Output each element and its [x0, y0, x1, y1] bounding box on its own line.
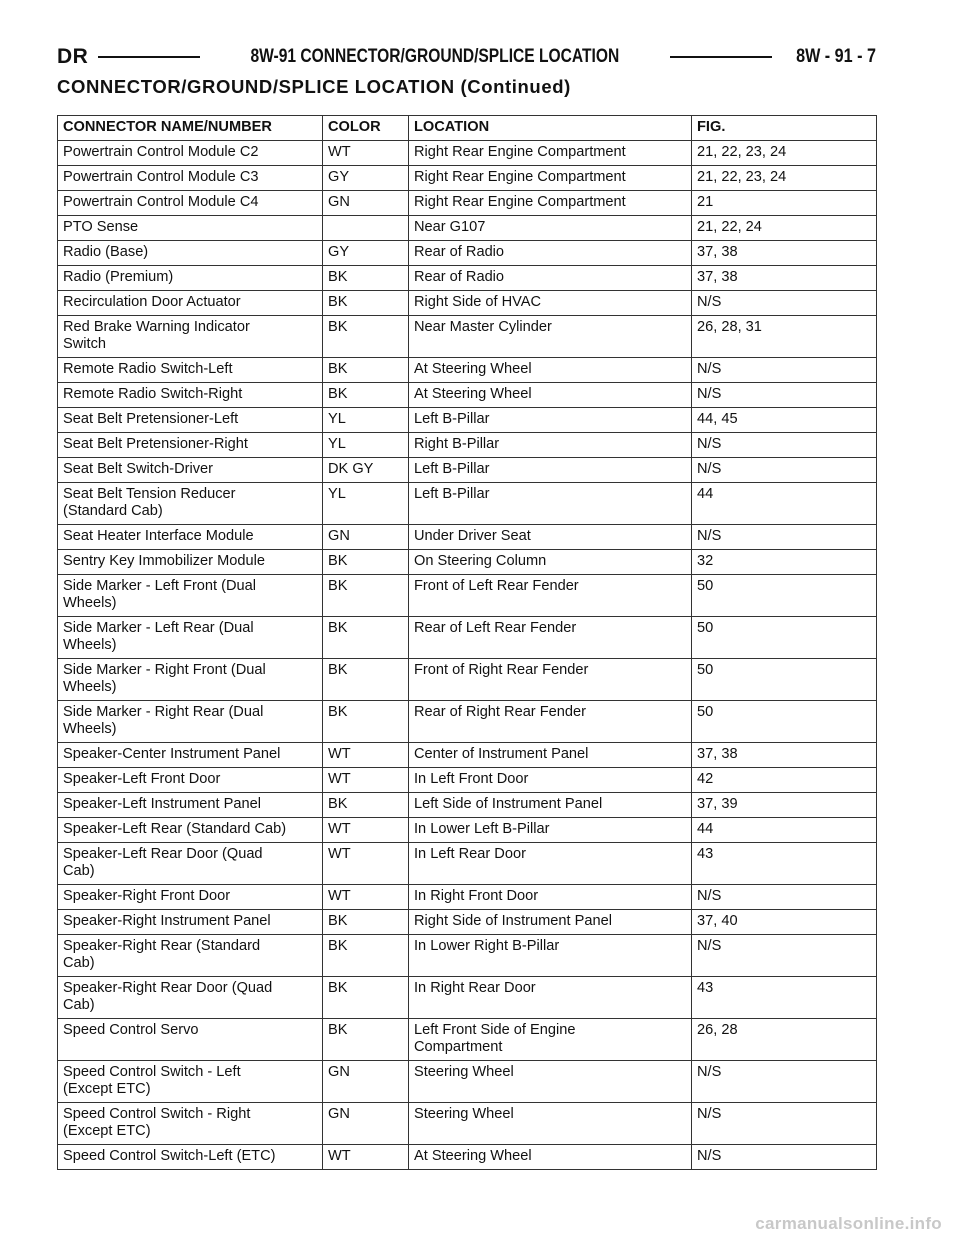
cell-location: Right B-Pillar — [409, 433, 692, 458]
cell-fig: N/S — [692, 885, 877, 910]
header-rule-left — [98, 56, 200, 58]
table-row — [58, 843, 877, 885]
cell-fig: 42 — [692, 768, 877, 793]
header-page-number: 8W - 91 - 7 — [796, 46, 876, 67]
cell-location: Rear of Left Rear Fender — [409, 617, 692, 659]
cell-color: WT — [323, 1145, 409, 1170]
cell-color: GY — [323, 241, 409, 266]
cell-location: Near G107 — [409, 216, 692, 241]
table-row — [58, 291, 877, 316]
cell-color: YL — [323, 483, 409, 525]
table-row — [58, 659, 877, 701]
cell-location: Steering Wheel — [409, 1061, 692, 1103]
cell-color: DK GY — [323, 458, 409, 483]
column-header-color: COLOR — [323, 116, 409, 141]
cell-connector-name: Speaker-Right Front Door — [58, 885, 323, 910]
column-header-fig: FIG. — [692, 116, 877, 141]
cell-color: WT — [323, 818, 409, 843]
table-row — [58, 550, 877, 575]
table-row — [58, 266, 877, 291]
cell-fig: 37, 40 — [692, 910, 877, 935]
cell-color: BK — [323, 291, 409, 316]
table-row — [58, 141, 877, 166]
cell-color: GN — [323, 191, 409, 216]
cell-connector-name: Speaker-Left Rear (Standard Cab) — [58, 818, 323, 843]
cell-color: BK — [323, 617, 409, 659]
cell-fig: 32 — [692, 550, 877, 575]
table-row — [58, 935, 877, 977]
cell-location: In Left Front Door — [409, 768, 692, 793]
table-row — [58, 818, 877, 843]
cell-fig: N/S — [692, 525, 877, 550]
cell-color: BK — [323, 316, 409, 358]
cell-connector-name: Seat Heater Interface Module — [58, 525, 323, 550]
cell-fig: 43 — [692, 977, 877, 1019]
cell-fig: 37, 39 — [692, 793, 877, 818]
cell-fig: N/S — [692, 1145, 877, 1170]
cell-connector-name: Speaker-Right Rear Door (Quad Cab) — [58, 977, 323, 1019]
table-row — [58, 885, 877, 910]
table-row — [58, 977, 877, 1019]
column-header-location: LOCATION — [409, 116, 692, 141]
cell-location: Right Rear Engine Compartment — [409, 191, 692, 216]
cell-location: Left Front Side of Engine Compartment — [409, 1019, 692, 1061]
header-title: 8W-91 CONNECTOR/GROUND/SPLICE LOCATION — [250, 46, 620, 67]
watermark-footer: carmanualsonline.info — [755, 1214, 942, 1233]
cell-color: YL — [323, 433, 409, 458]
cell-fig: N/S — [692, 291, 877, 316]
cell-color: BK — [323, 1019, 409, 1061]
cell-fig: 21, 22, 24 — [692, 216, 877, 241]
cell-connector-name: Speaker-Left Rear Door (Quad Cab) — [58, 843, 323, 885]
table-row — [58, 1019, 877, 1061]
cell-connector-name: Speed Control Servo — [58, 1019, 323, 1061]
cell-color: BK — [323, 659, 409, 701]
cell-connector-name: Seat Belt Pretensioner-Left — [58, 408, 323, 433]
cell-connector-name: Speed Control Switch-Left (ETC) — [58, 1145, 323, 1170]
cell-fig: 43 — [692, 843, 877, 885]
cell-color: BK — [323, 935, 409, 977]
cell-location: At Steering Wheel — [409, 1145, 692, 1170]
cell-fig: N/S — [692, 1103, 877, 1145]
table-row — [58, 1061, 877, 1103]
cell-connector-name: Side Marker - Right Rear (Dual Wheels) — [58, 701, 323, 743]
cell-color: WT — [323, 843, 409, 885]
cell-location: Left B-Pillar — [409, 458, 692, 483]
cell-color: WT — [323, 768, 409, 793]
cell-location: In Left Rear Door — [409, 843, 692, 885]
cell-color — [323, 216, 409, 241]
table-header-row — [58, 116, 877, 141]
cell-fig: 26, 28, 31 — [692, 316, 877, 358]
table-row — [58, 408, 877, 433]
cell-color: BK — [323, 266, 409, 291]
cell-fig: 44 — [692, 818, 877, 843]
cell-color: BK — [323, 910, 409, 935]
table-row — [58, 358, 877, 383]
cell-location: Near Master Cylinder — [409, 316, 692, 358]
cell-fig: 44 — [692, 483, 877, 525]
table-row — [58, 701, 877, 743]
cell-connector-name: Side Marker - Left Rear (Dual Wheels) — [58, 617, 323, 659]
cell-connector-name: Speaker-Left Front Door — [58, 768, 323, 793]
cell-connector-name: Seat Belt Pretensioner-Right — [58, 433, 323, 458]
cell-fig: N/S — [692, 458, 877, 483]
cell-location: Steering Wheel — [409, 1103, 692, 1145]
header-rule-right — [670, 56, 772, 58]
table-body — [58, 141, 877, 1170]
cell-location: On Steering Column — [409, 550, 692, 575]
page-subtitle: CONNECTOR/GROUND/SPLICE LOCATION (Continued) — [57, 76, 571, 97]
cell-location: Rear of Radio — [409, 241, 692, 266]
cell-color: BK — [323, 550, 409, 575]
cell-fig: N/S — [692, 383, 877, 408]
cell-location: Center of Instrument Panel — [409, 743, 692, 768]
cell-location: Right Rear Engine Compartment — [409, 166, 692, 191]
cell-fig: N/S — [692, 1061, 877, 1103]
cell-fig: 21, 22, 23, 24 — [692, 141, 877, 166]
cell-connector-name: Speaker-Center Instrument Panel — [58, 743, 323, 768]
cell-connector-name: Powertrain Control Module C3 — [58, 166, 323, 191]
cell-location: Left Side of Instrument Panel — [409, 793, 692, 818]
cell-color: GN — [323, 525, 409, 550]
cell-fig: N/S — [692, 433, 877, 458]
cell-color: BK — [323, 575, 409, 617]
cell-location: Under Driver Seat — [409, 525, 692, 550]
table-row — [58, 216, 877, 241]
cell-connector-name: Powertrain Control Module C2 — [58, 141, 323, 166]
cell-color: WT — [323, 885, 409, 910]
cell-location: At Steering Wheel — [409, 358, 692, 383]
cell-fig: 37, 38 — [692, 241, 877, 266]
cell-color: BK — [323, 383, 409, 408]
cell-location: Right Rear Engine Compartment — [409, 141, 692, 166]
cell-location: Rear of Radio — [409, 266, 692, 291]
cell-connector-name: Speaker-Right Instrument Panel — [58, 910, 323, 935]
cell-connector-name: Powertrain Control Module C4 — [58, 191, 323, 216]
cell-connector-name: Red Brake Warning Indicator Switch — [58, 316, 323, 358]
cell-fig: 21 — [692, 191, 877, 216]
cell-location: In Lower Right B-Pillar — [409, 935, 692, 977]
cell-connector-name: Side Marker - Right Front (Dual Wheels) — [58, 659, 323, 701]
cell-connector-name: Side Marker - Left Front (Dual Wheels) — [58, 575, 323, 617]
cell-color: GN — [323, 1103, 409, 1145]
column-header-connector: CONNECTOR NAME/NUMBER — [58, 116, 323, 141]
cell-connector-name: Speed Control Switch - Left (Except ETC) — [58, 1061, 323, 1103]
table-row — [58, 768, 877, 793]
cell-color: WT — [323, 141, 409, 166]
cell-location: Right Side of HVAC — [409, 291, 692, 316]
cell-fig: N/S — [692, 358, 877, 383]
page-header — [57, 42, 876, 72]
cell-connector-name: Speaker-Right Rear (Standard Cab) — [58, 935, 323, 977]
cell-color: BK — [323, 358, 409, 383]
cell-connector-name: Radio (Premium) — [58, 266, 323, 291]
cell-connector-name: Remote Radio Switch-Right — [58, 383, 323, 408]
connector-location-table — [57, 115, 877, 1170]
table-row — [58, 433, 877, 458]
cell-color: BK — [323, 701, 409, 743]
table-row — [58, 191, 877, 216]
table-row — [58, 483, 877, 525]
cell-connector-name: Radio (Base) — [58, 241, 323, 266]
cell-fig: 37, 38 — [692, 743, 877, 768]
cell-fig: 50 — [692, 659, 877, 701]
table-row — [58, 910, 877, 935]
cell-fig: 50 — [692, 575, 877, 617]
cell-location: Rear of Right Rear Fender — [409, 701, 692, 743]
header-section-code: DR — [57, 45, 89, 68]
cell-location: In Right Front Door — [409, 885, 692, 910]
table-row — [58, 793, 877, 818]
cell-location: Front of Left Rear Fender — [409, 575, 692, 617]
cell-location: Left B-Pillar — [409, 408, 692, 433]
table-row — [58, 241, 877, 266]
cell-connector-name: Seat Belt Switch-Driver — [58, 458, 323, 483]
cell-fig: 50 — [692, 617, 877, 659]
table-row — [58, 525, 877, 550]
cell-fig: 26, 28 — [692, 1019, 877, 1061]
cell-fig: 37, 38 — [692, 266, 877, 291]
table-row — [58, 743, 877, 768]
cell-location: Left B-Pillar — [409, 483, 692, 525]
cell-connector-name: Recirculation Door Actuator — [58, 291, 323, 316]
cell-connector-name: Remote Radio Switch-Left — [58, 358, 323, 383]
cell-color: BK — [323, 793, 409, 818]
cell-fig: 50 — [692, 701, 877, 743]
cell-connector-name: Speed Control Switch - Right (Except ETC) — [58, 1103, 323, 1145]
cell-location: Front of Right Rear Fender — [409, 659, 692, 701]
table-row — [58, 316, 877, 358]
cell-fig: N/S — [692, 935, 877, 977]
table-row — [58, 575, 877, 617]
table-row — [58, 383, 877, 408]
cell-connector-name: Seat Belt Tension Reducer (Standard Cab) — [58, 483, 323, 525]
cell-location: Right Side of Instrument Panel — [409, 910, 692, 935]
cell-connector-name: Speaker-Left Instrument Panel — [58, 793, 323, 818]
cell-color: GN — [323, 1061, 409, 1103]
cell-color: BK — [323, 977, 409, 1019]
cell-color: YL — [323, 408, 409, 433]
cell-location: In Right Rear Door — [409, 977, 692, 1019]
cell-color: WT — [323, 743, 409, 768]
table-row — [58, 1145, 877, 1170]
cell-fig: 21, 22, 23, 24 — [692, 166, 877, 191]
table-row — [58, 458, 877, 483]
cell-color: GY — [323, 166, 409, 191]
cell-connector-name: Sentry Key Immobilizer Module — [58, 550, 323, 575]
table-row — [58, 617, 877, 659]
cell-connector-name: PTO Sense — [58, 216, 323, 241]
cell-location: At Steering Wheel — [409, 383, 692, 408]
table-row — [58, 166, 877, 191]
connector-table-container — [57, 115, 876, 1170]
table-row — [58, 1103, 877, 1145]
cell-fig: 44, 45 — [692, 408, 877, 433]
cell-location: In Lower Left B-Pillar — [409, 818, 692, 843]
